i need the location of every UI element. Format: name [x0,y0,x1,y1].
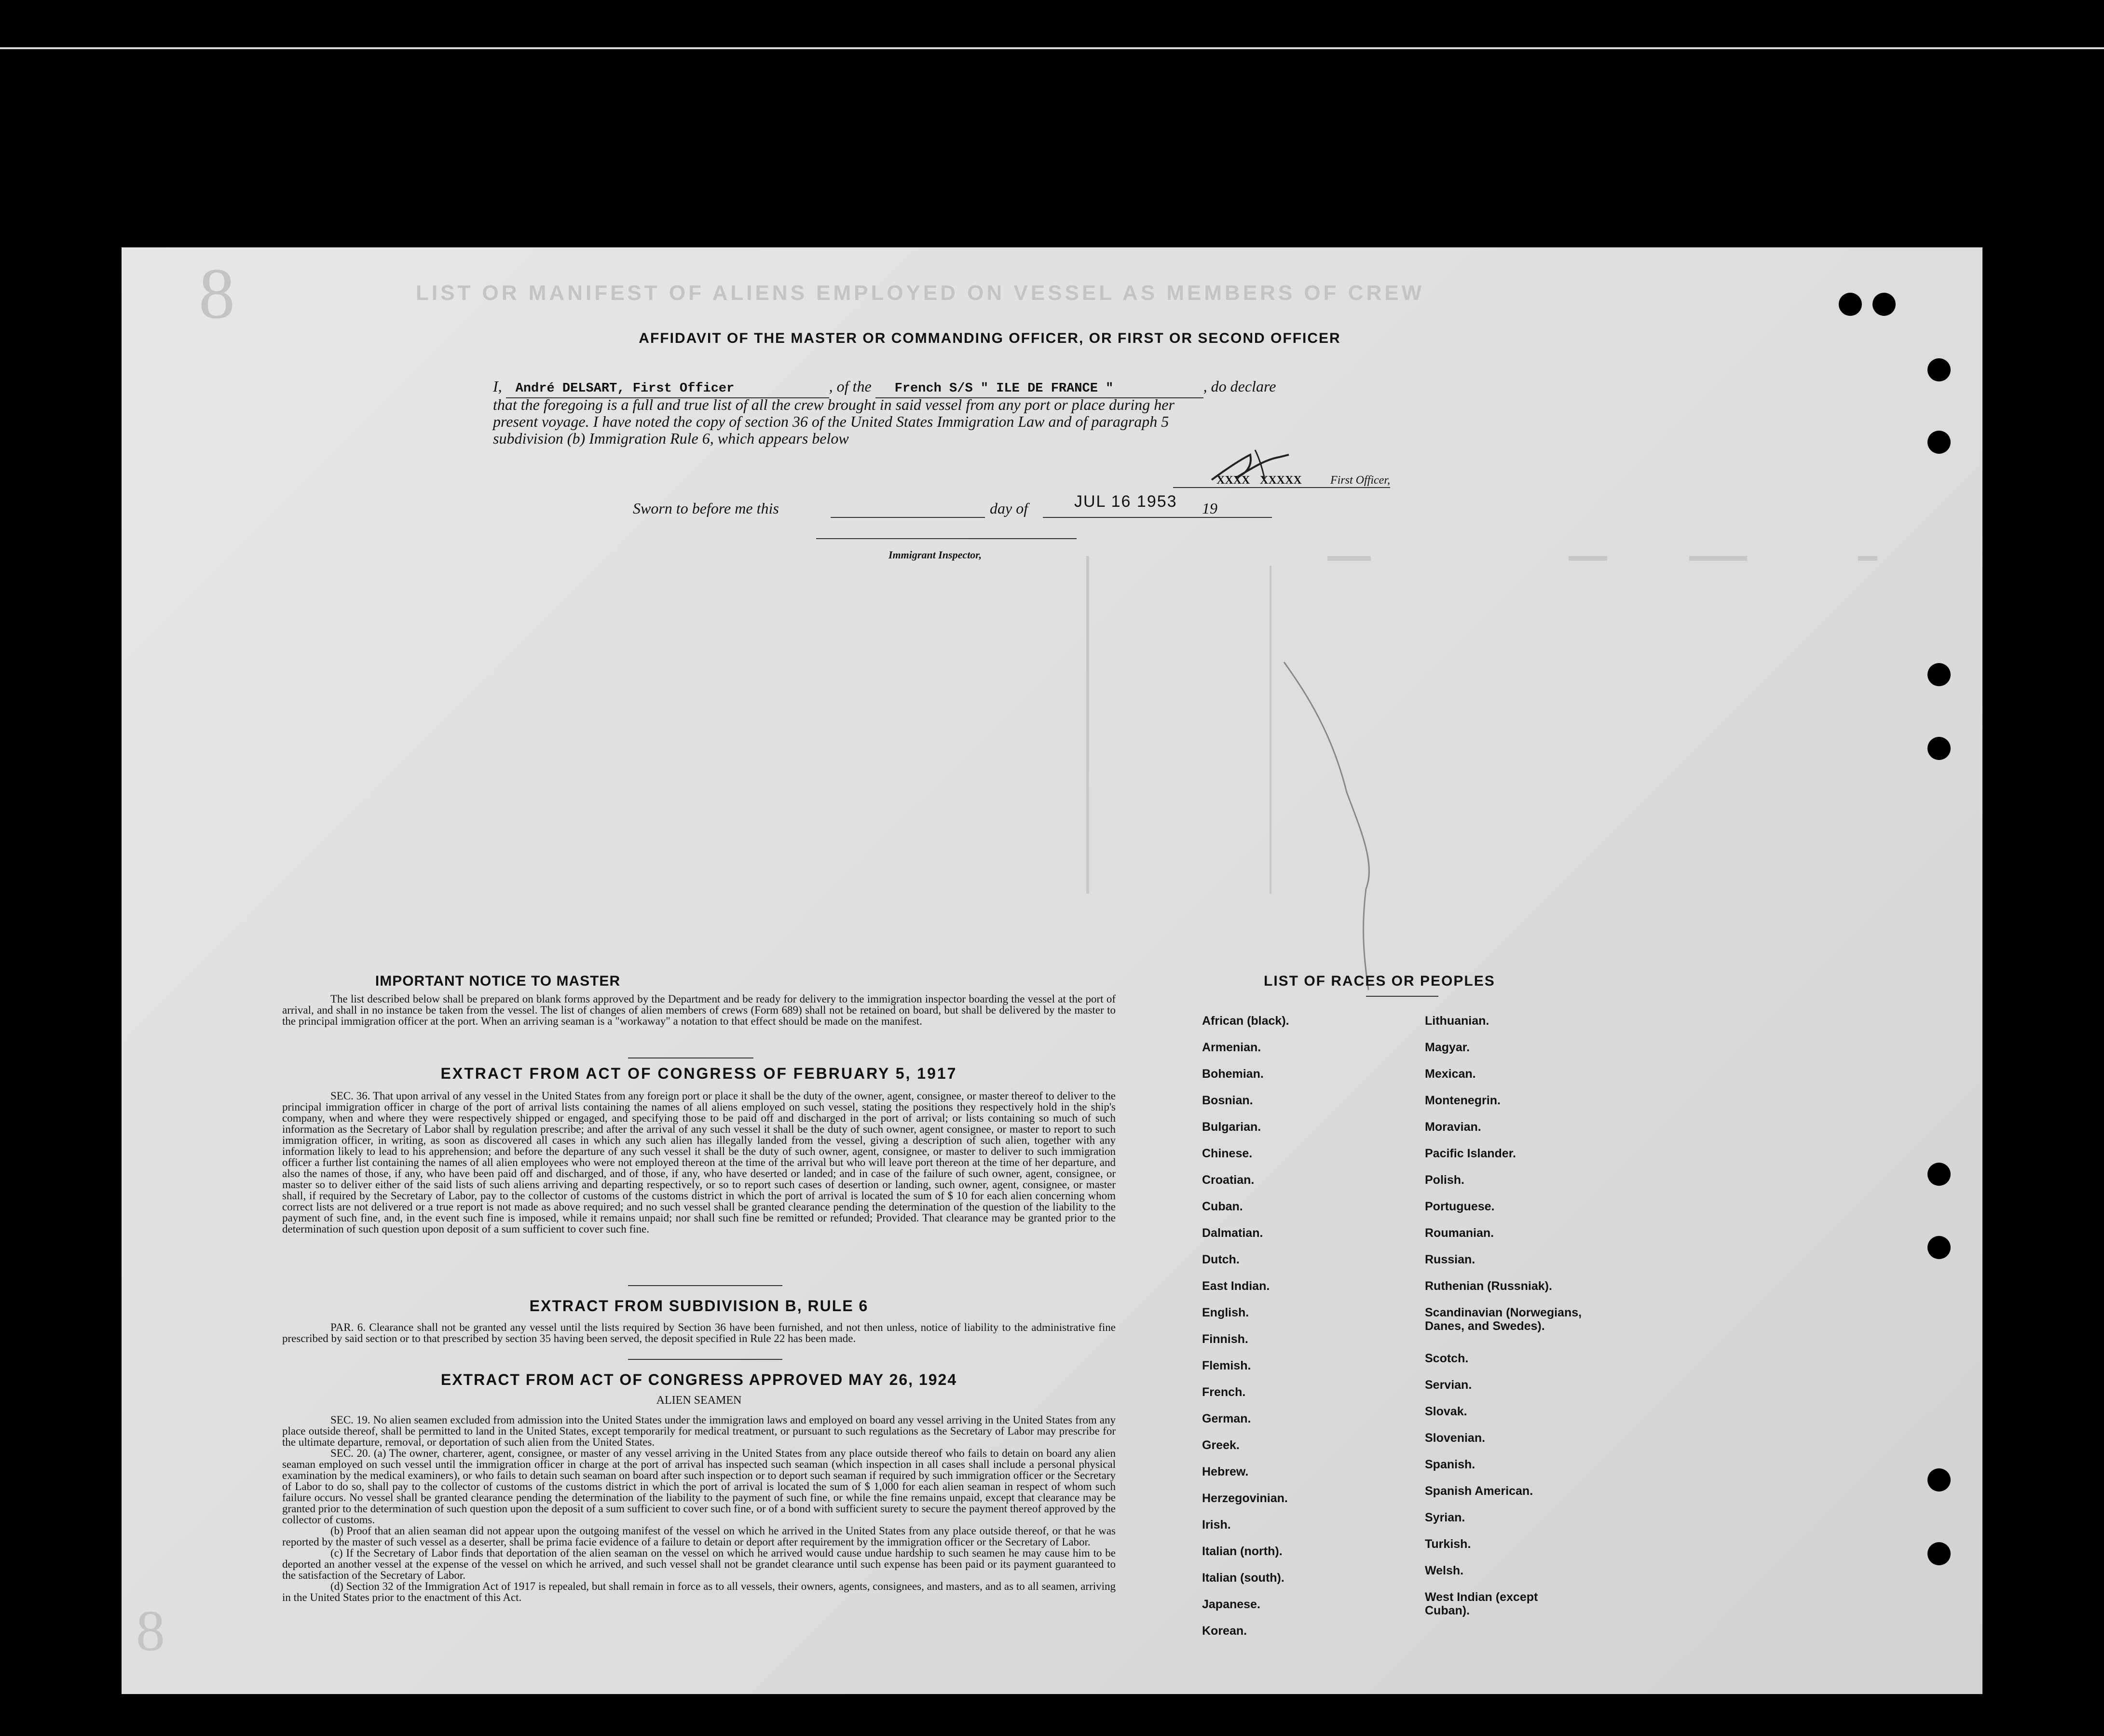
bleed-through-digit-bottom: 8 [136,1599,165,1663]
sworn-text: Sworn to before me this [633,500,779,517]
race-right-item: Slovak. [1425,1405,1467,1418]
races-title-underline [1366,996,1438,997]
sec-20c-text: (c) If the Secretary of Labor finds that deportation of the alien seaman on the vessel on which he arrived would cause undue hardship to such seamen he may cause him to be deported an another vessel at the expense of the vessel on which he arrived, and such vessel shall not be grandet clearance until such expense has been paid or its payment guaranteed to the satisfaction of the Secretary of Labor. [282,1547,1116,1581]
race-right-item: Syrian. [1425,1511,1465,1524]
bleed-through-heading: LIST OR MANIFEST OF ALIENS EMPLOYED ON VESSEL AS MEMBERS OF CREW [416,281,1425,305]
sec-20b-text: (b) Proof that an alien seaman did not appear upon the outgoing manifest of the vessel on which he arrived in the United States from any place outside thereof, or that he was reported by the master of such vessel as a deserter, shall be prima facie evidence of a failure to detain or deport after requirement by the immigration officer or the Secretary of Labor. [282,1525,1116,1548]
race-left-item: Greek. [1202,1438,1240,1452]
punch-hole [1927,737,1951,760]
race-right-item: Turkish. [1425,1537,1471,1551]
extract-1924-title: EXTRACT FROM ACT OF CONGRESS APPROVED MAY 26, 1924 [440,1371,957,1388]
inspector-caption: Immigrant Inspector, [888,549,982,561]
race-right-item: Moravian. [1425,1120,1481,1134]
race-right-item: Montenegrin. [1425,1094,1501,1107]
race-right-item: Portuguese. [1425,1200,1495,1213]
declare-text: , do declare [1203,378,1276,395]
race-left-item: Chinese. [1202,1147,1253,1160]
punch-hole [1839,293,1862,316]
race-right-item: Lithuanian. [1425,1014,1489,1028]
race-left-item: English. [1202,1306,1249,1319]
race-right-item: West Indian (except Cuban). [1425,1590,1538,1617]
punch-hole [1927,1236,1951,1259]
race-left-item: African (black). [1202,1014,1289,1028]
document-page [122,247,1982,1694]
extract-1917-title: EXTRACT FROM ACT OF CONGRESS OF FEBRUARY 5, 1917 [440,1065,957,1082]
punch-hole [1927,1163,1951,1186]
race-left-item: Bosnian. [1202,1094,1253,1107]
year-prefix: 19 [1202,500,1217,517]
race-left-item: German. [1202,1412,1251,1425]
affidavit-line-3: present voyage. I have noted the copy of section 36 of the United States Immigration Law and of paragraph 5 [493,413,1169,430]
race-left-item: East Indian. [1202,1279,1270,1293]
punch-hole [1927,1542,1951,1565]
race-left-item: Dutch. [1202,1253,1240,1266]
struck-title-marks: XXXX [1216,474,1250,487]
notice-text: The list described below shall be prepared on blank forms approved by the Department and be ready for delivery to the immigration inspector boarding the vessel at the port of arrival, and shall in no instance be taken from the vessel. The list of changes of alien members of crews (Form 689) shall not be retained on board, but shall be delivered by the master to the principal immigration officer at the port. When an arriving seaman is a "workaway" a notation to that effect should be made on the manifest. [282,993,1116,1027]
race-left-item: Herzegovinian. [1202,1492,1288,1505]
race-right-item: Servian. [1425,1378,1472,1392]
extract-1917-divider [628,1285,782,1286]
race-right-item: Scotch. [1425,1352,1469,1365]
affidavit-title: AFFIDAVIT OF THE MASTER OR COMMANDING OFFICER, OR FIRST OR SECOND OFFICER [639,330,1341,346]
signature-caption: First Officer, [1173,474,1390,488]
race-right-item: Mexican. [1425,1067,1476,1081]
race-left-item: Hebrew. [1202,1465,1249,1478]
race-right-item: Scandinavian (Norwegians, Danes, and Swedes). [1425,1306,1582,1333]
extract-1924-body [282,1414,1116,1603]
punch-hole [1872,293,1896,316]
punch-hole [1927,358,1951,381]
race-left-item: Armenian. [1202,1041,1261,1054]
punch-hole [1927,431,1951,454]
race-left-item: Finnish. [1202,1332,1248,1346]
affidavit-line-1 [493,378,1516,398]
race-left-item: Korean. [1202,1624,1247,1638]
race-right-item: Pacific Islander. [1425,1147,1516,1160]
officer-name-field: André DELSART, First Officer [506,380,829,398]
races-title: LIST OF RACES OR PEOPLES [1264,973,1495,989]
race-right-item: Spanish. [1425,1458,1476,1471]
pencil-stroke [1279,657,1405,995]
sec-20d-text: (d) Section 32 of the Immigration Act of 1917 is repealed, but shall remain in force as to all vessels, their owners, agents, consignees, and masters, and as to all seamen, arriving in the United States prior to the enactment of this Act. [282,1580,1116,1603]
sworn-day-field [831,500,985,518]
race-right-item: Roumanian. [1425,1226,1494,1240]
sec-19-text: SEC. 19. No alien seamen excluded from admission into the United States under the immigration laws and employed on board any vessel arriving in the United States from any place outside thereof, shall be permitted to land in the United States, except temporarily for medical treatment, or pursuant to such regulations as the Secretary of Labor may prescribe for the ultimate departure, removal, or deportation of such alien from the United States. [282,1414,1116,1448]
race-right-item: Ruthenian (Russniak). [1425,1279,1552,1293]
race-left-item: Italian (south). [1202,1571,1284,1585]
sec-20a-text: SEC. 20. (a) The owner, charterer, agent, consignee, or master of any vessel arriving in the United States from any place outside thereof who fails to detain on board any alien seaman employed on such vessel until the immigration officer in charge at the port of arrival has inspected such seaman (which inspection in all cases shall include a personal physical examination by the medical examiners), or who fails to detain such seaman on board after such inspection or to deport such seaman if required by such immigration officer or the Secretary of Labor to do so, shall pay to the collector of customs of the customs district in which the port of arrival is located the sum of $ 1,000 for each alien seaman in respect of whom such failure occurs. No vessel shall be granted clearance pending the determination of the liability to the payment of such fine, or while the fine remains unpaid, except that clearance may be granted prior to the determination of such question upon the deposit of a sum sufficient to cover such fine, or of a bond with sufficient surety to secure the payment thereof approved by the collector of customs. [282,1447,1116,1526]
race-right-item: Slovenian. [1425,1431,1486,1445]
race-left-item: Bohemian. [1202,1067,1264,1081]
race-left-item: Dalmatian. [1202,1226,1263,1240]
race-left-item: Croatian. [1202,1173,1255,1187]
notice-title: IMPORTANT NOTICE TO MASTER [375,973,621,989]
race-left-item: Flemish. [1202,1359,1251,1372]
day-of-text: day of [990,500,1028,517]
sworn-year-field [1219,500,1272,518]
extract-1917-text: SEC. 36. That upon arrival of any vessel in the United States from any foreign port or place it shall be the duty of the owner, agent, consignee, or master thereof to deliver to the principal immigration officer in charge of the port of arrival lists containing the names of all aliens employed on such vessel, stating the positions they respectively hold in the ship's company, when and where they were respectively shipped or engaged, and specifying those to be paid off and discharged in the port of arrival; or lists containing so much of such information as the Secretary of Labor shall by regulation prescribe; and after the arrival of any such vessel it shall be the duty of such owner, agent consignee, or master to report to such immigration officer, in writing, as soon as discovered all cases in which any such alien has illegally landed from the vessel, giving a description of such alien, together with any information likely to lead to his apprehension; and before the departure of any such vessel it shall be the duty of such owner, agent, consignee, or master to deliver to such immigration officer a further list containing the names of all alien employees who were not employed thereon at the time of the arrival but who will leave port thereon at the time of her departure, and also the names of those, if any, who have been paid off and discharged, and of those, if any, who have deserted or landed; and in case of the failure of such owner, agent, consignee, or master so to deliver either of the said lists of such aliens arriving and departing respectively, or so to report such cases of desertion or landing, such owner, agent, consignee, or master shall, if required by the Secretary of Labor, pay to the collector of customs of the customs district in which the port of arrival is located the sum of $ 10 for each alien concerning whom correct lists are not delivered or a true report is not made as above required; and no such vessel shall be granted clearance pending the determination of the question of the liability to the payment of such fine, and, in the event such fine is imposed, while it remains unpaid; nor shall such fine be remitted or refunded; Provided. That clearance may be granted prior to the determination of such question upon deposit of a sum sufficient to cover such fine. [282,1090,1116,1235]
inspector-signature-line [816,538,1077,539]
race-left-item: Cuban. [1202,1200,1243,1213]
extract-rule6-text: PAR. 6. Clearance shall not be granted any vessel until the lists required by Section 36 have been furnished, and not then unless, notice of liability to the administrative fine prescribed by said section or to that prescribed by section 35 having been served, the deposit specified in Rule 22 has been made. [282,1321,1116,1344]
race-left-item: Bulgarian. [1202,1120,1261,1134]
affidavit-line-4: subdivision (b) Immigration Rule 6, which appears below [493,430,849,447]
scan-top-line [0,47,2104,49]
race-right-item: Magyar. [1425,1041,1470,1054]
extract-1924-subtitle: ALIEN SEAMEN [656,1394,742,1407]
date-stamp: JUL 16 1953 [1074,492,1177,511]
affidavit-line-2: that the foregoing is a full and true list of all the crew brought in said vessel from any port or place during her [493,396,1175,413]
struck-title-marks-2: XXXXX [1260,474,1302,487]
race-left-item: Japanese. [1202,1598,1260,1611]
race-right-item: Polish. [1425,1173,1464,1187]
race-right-item: Welsh. [1425,1564,1464,1577]
vessel-name-field: French S/S " ILE DE FRANCE " [875,380,1203,398]
race-left-item: French. [1202,1385,1246,1399]
race-left-item: Italian (north). [1202,1545,1283,1558]
affidavit-i: I, [493,378,502,395]
race-right-item: Russian. [1425,1253,1476,1266]
race-left-item: Irish. [1202,1518,1231,1532]
bleed-through-digit: 8 [199,254,235,334]
extract-rule6-title: EXTRACT FROM SUBDIVISION B, RULE 6 [529,1297,869,1315]
punch-hole [1927,663,1951,686]
punch-hole [1927,1468,1951,1492]
race-right-item: Spanish American. [1425,1484,1533,1498]
of-the-text: , of the [829,378,872,395]
extract-rule6-divider [628,1359,782,1360]
